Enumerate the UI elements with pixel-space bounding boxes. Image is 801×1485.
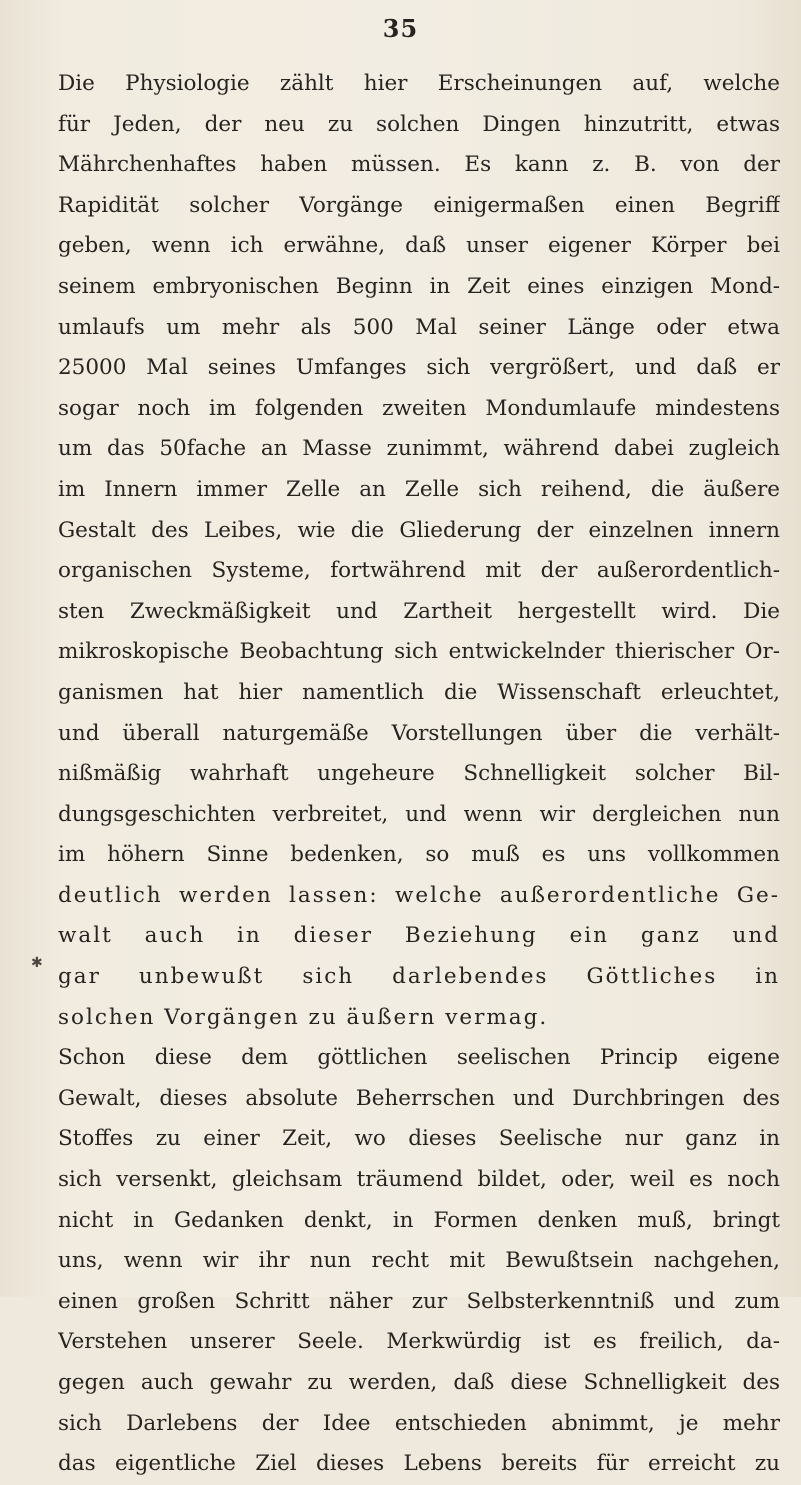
text-line: geben, wenn ich erwähne, daß unser eigener Körper bei <box>58 233 780 259</box>
text-line: 25000 Mal seines Umfanges sich vergrößert, und daß er <box>58 355 780 381</box>
text-line: Gestalt des Leibes, wie die Gliederung der einzelnen innern <box>58 517 780 543</box>
text-line: Verstehen unserer Seele. Merkwürdig ist es freilich, da- <box>58 1329 780 1355</box>
text-line: Die Physiologie zählt hier Erscheinungen auf, welche <box>58 71 780 96</box>
text-line: Mährchenhaftes haben müssen. Es kann z. B. von der <box>58 152 780 178</box>
text-line: Stoffes zu einer Zeit, wo dieses Seelische nur ganz in <box>58 1126 780 1152</box>
text-line: sten Zweckmäßigkeit und Zartheit hergestellt wird. Die <box>58 598 780 624</box>
page-number: 35 <box>382 14 419 43</box>
text-line: dungsgeschichten verbreitet, und wenn wir dergleichen nun <box>58 801 780 827</box>
text-line: einen großen Schritt näher zur Selbsterkenntniß und zum <box>58 1288 780 1314</box>
text-line: uns, wenn wir ihr nun recht mit Bewußtsein nachgehen, <box>58 1248 780 1274</box>
text-line: Schon diese dem göttlichen seelischen Princip eigene <box>58 1045 780 1071</box>
text-line: umlaufs um mehr als 500 Mal seiner Länge oder etwa <box>58 314 780 340</box>
body-text <box>58 64 780 1485</box>
text-line: und überall naturgemäße Vorstellungen über die verhält- <box>58 720 780 746</box>
text-line: Gewalt, dieses absolute Beherrschen und Durchbringen des <box>58 1085 780 1111</box>
text-line: im höhern Sinne bedenken, so muß es uns vollkommen <box>58 842 780 868</box>
text-line-emphasis: walt auch in dieser Beziehung ein ganz und <box>58 923 780 949</box>
text-line: im Innern immer Zelle an Zelle sich reihend, die äußere <box>58 476 780 502</box>
text-line: nißmäßig wahrhaft ungeheure Schnelligkeit solcher Bil- <box>58 761 780 787</box>
text-line: sich versenkt, gleichsam träumend bildet, oder, weil es noch <box>58 1167 780 1193</box>
text-line: sich Darlebens der Idee entschieden abnimmt, je mehr <box>58 1410 780 1436</box>
text-line: sogar noch im folgenden zweiten Mondumlaufe mindestens <box>58 395 780 421</box>
text-line-emphasis: gar unbewußt sich darlebendes Göttliches in <box>58 964 780 990</box>
text-line: das eigentliche Ziel dieses Lebens bereits für erreicht zu <box>58 1451 780 1477</box>
text-line-emphasis: solchen Vorgängen zu äußern vermag. <box>58 1004 549 1030</box>
text-line: mikroskopische Beobachtung sich entwickelnder thierischer Or- <box>58 639 780 665</box>
text-line: organischen Systeme, fortwährend mit der außerordentlich- <box>58 558 780 584</box>
text-line: nicht in Gedanken denkt, in Formen denken muß, bringt <box>58 1207 780 1233</box>
text-line: seinem embryonischen Beginn in Zeit eines einzigen Mond- <box>58 273 780 299</box>
text-line: um das 50fache an Masse zunimmt, während dabei zugleich <box>58 436 780 462</box>
margin-mark: ✱ <box>31 955 43 971</box>
text-line: ganismen hat hier namentlich die Wissenschaft erleuchtet, <box>58 679 780 705</box>
text-line: gegen auch gewahr zu werden, daß diese Schnelligkeit des <box>58 1370 780 1395</box>
text-line: für Jeden, der neu zu solchen Dingen hinzutritt, etwas <box>58 111 780 137</box>
text-line: Rapidität solcher Vorgänge einigermaßen einen Begriff <box>58 192 780 218</box>
text-line-emphasis: deutlich werden lassen: welche außerordentliche Ge- <box>58 882 780 908</box>
